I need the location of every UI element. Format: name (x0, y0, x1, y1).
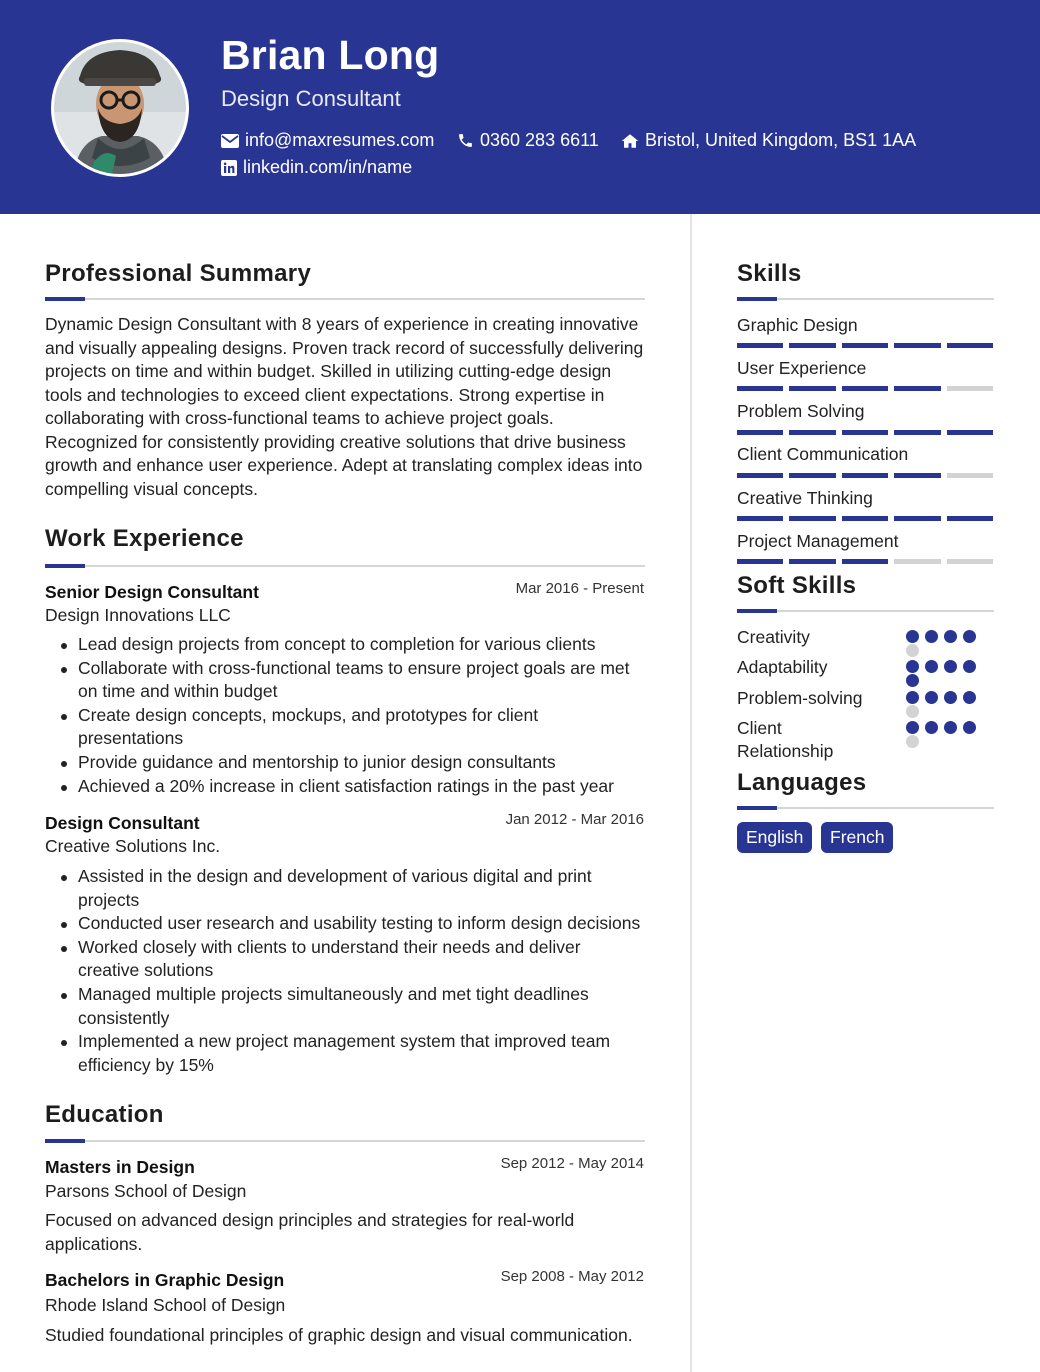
skill-segment (894, 343, 940, 348)
job-title: Senior Design Consultant (45, 582, 259, 602)
list-item: Conducted user research and usability testing to inform design decisions (56, 912, 641, 936)
candidate-title: Design Consultant (221, 86, 401, 111)
list-item: Managed multiple projects simultaneously and met tight deadlines consistently (56, 983, 641, 1030)
experience-rule (45, 565, 645, 567)
rating-dot (963, 660, 976, 673)
profile-photo (51, 39, 189, 177)
soft-skills-heading: Soft Skills (737, 572, 857, 599)
job-dates: Jan 2012 - Mar 2016 (505, 811, 644, 828)
rating-dot (963, 630, 976, 643)
list-item: Worked closely with clients to understand their needs and deliver creative solutions (56, 936, 641, 983)
home-icon (621, 133, 639, 149)
skill-segment (947, 516, 993, 521)
soft-skill-name: Client Relationship (737, 718, 834, 761)
summary-rule (45, 298, 645, 300)
skill-segment (737, 473, 783, 478)
skill-segment (947, 386, 993, 391)
degree-title: Masters in Design (45, 1157, 195, 1177)
education-heading: Education (45, 1101, 164, 1128)
skill-segment (842, 473, 888, 478)
skill-level-bar (737, 473, 993, 478)
skill-segment (947, 430, 993, 435)
skill-segment (894, 430, 940, 435)
skill-segment (737, 516, 783, 521)
skill-segment (894, 473, 940, 478)
linkedin-contact[interactable] (221, 157, 412, 178)
envelope-icon (221, 134, 239, 148)
skill-segment (789, 386, 835, 391)
skill-level-bar (737, 516, 993, 521)
skill-segment (842, 516, 888, 521)
job-title: Design Consultant (45, 813, 200, 833)
skill-segment (789, 473, 835, 478)
skill-segment (947, 559, 993, 564)
languages-heading: Languages (737, 769, 867, 796)
list-item: Achieved a 20% increase in client satisfaction ratings in the past year (56, 775, 641, 799)
email-contact[interactable] (221, 130, 434, 151)
rating-dot (963, 721, 976, 734)
linkedin-text: linkedin.com/in/name (243, 157, 413, 177)
list-item: Provide guidance and mentorship to junior design consultants (56, 751, 641, 775)
rating-dot (944, 630, 957, 643)
skill-segment (842, 343, 888, 348)
skills-heading: Skills (737, 260, 802, 287)
skill-name: Project Management (737, 531, 899, 551)
skill-segment (947, 343, 993, 348)
experience-heading: Work Experience (45, 525, 244, 552)
soft-skill-name: Adaptability (737, 657, 828, 677)
list-item: Create design concepts, mockups, and prototypes for client presentations (56, 704, 641, 751)
list-item: Collaborate with cross-functional teams to ensure project goals are met on time and within budget (56, 657, 641, 704)
summary-heading: Professional Summary (45, 260, 312, 287)
skill-name: Graphic Design (737, 315, 858, 335)
skill-segment (737, 430, 783, 435)
soft-skill-name: Creativity (737, 627, 810, 647)
degree-title: Bachelors in Graphic Design (45, 1270, 285, 1290)
phone-icon (457, 132, 474, 149)
skill-segment (737, 559, 783, 564)
skill-name: Client Communication (737, 444, 909, 464)
skill-segment (842, 430, 888, 435)
job-dates: Mar 2016 - Present (515, 580, 644, 597)
rating-dot (906, 630, 919, 643)
rating-dot (906, 644, 919, 657)
summary-text: Dynamic Design Consultant with 8 years of experience in creating innovative and visually appealing designs. Proven track record of successfully delivering projects on time and within budget. Skilled in utilizing cutting-edge design tools and technologies to exceed client expectations. Strong expertise in collaborating with cross-functional teams to achieve project goals. Recognized for consistently providing creative solutions that drive business growth and enhance user experience. Adept at translating complex ideas into compelling visual concepts. (45, 314, 644, 499)
skill-segment (737, 386, 783, 391)
languages-rule (737, 807, 994, 809)
rating-dot (906, 705, 919, 718)
skill-level-bar (737, 386, 993, 391)
skill-segment (894, 386, 940, 391)
person-portrait-icon (54, 42, 186, 174)
job-bullets (56, 633, 641, 798)
skill-level-bar (737, 559, 993, 564)
list-item: Lead design projects from concept to completion for various clients (56, 633, 641, 657)
rating-dot (944, 721, 957, 734)
rating-dot (925, 660, 938, 673)
list-item: Assisted in the design and development of various digital and print projects (56, 865, 641, 912)
job-company: Creative Solutions Inc. (45, 836, 221, 856)
degree-dates: Sep 2008 - May 2012 (500, 1268, 644, 1285)
resume-header (0, 0, 1040, 214)
phone-text: 0360 283 6611 (480, 130, 599, 150)
rating-dot (906, 721, 919, 734)
rating-dot (925, 691, 938, 704)
skill-segment (737, 343, 783, 348)
list-item: Implemented a new project management system that improved team efficiency by 15% (56, 1030, 641, 1077)
rating-dot (906, 691, 919, 704)
skill-segment (842, 559, 888, 564)
rating-dot (906, 660, 919, 673)
school-name: Rhode Island School of Design (45, 1295, 286, 1315)
phone-contact[interactable] (457, 130, 599, 151)
rating-dot (925, 630, 938, 643)
rating-dot (944, 691, 957, 704)
email-text: info@maxresumes.com (245, 130, 435, 150)
skill-name: Creative Thinking (737, 488, 873, 508)
skill-segment (789, 559, 835, 564)
skill-level-bar (737, 343, 993, 348)
language-badge: English (737, 822, 812, 853)
rating-dot (963, 691, 976, 704)
degree-description: Focused on advanced design principles and strategies for real-world applications. (45, 1210, 575, 1254)
skill-segment (789, 430, 835, 435)
degree-description: Studied foundational principles of graphic design and visual communication. (45, 1325, 633, 1345)
rating-dot (925, 721, 938, 734)
column-divider (690, 214, 692, 1372)
rating-dot (944, 660, 957, 673)
skills-rule (737, 298, 994, 300)
skill-segment (789, 343, 835, 348)
language-badge: French (821, 822, 893, 853)
school-name: Parsons School of Design (45, 1181, 247, 1201)
soft-skills-rule (737, 610, 994, 612)
skill-segment (947, 473, 993, 478)
skill-segment (842, 386, 888, 391)
skill-level-bar (737, 430, 993, 435)
skill-name: Problem Solving (737, 401, 865, 421)
skill-segment (789, 516, 835, 521)
degree-dates: Sep 2012 - May 2014 (500, 1155, 644, 1172)
skill-name: User Experience (737, 358, 867, 378)
candidate-name: Brian Long (221, 32, 440, 78)
location-contact (621, 130, 916, 151)
job-bullets (56, 865, 641, 1077)
job-company: Design Innovations LLC (45, 605, 231, 625)
linkedin-icon (221, 160, 237, 176)
rating-dot (906, 735, 919, 748)
soft-skill-name: Problem-solving (737, 688, 863, 708)
skill-segment (894, 516, 940, 521)
education-rule (45, 1140, 645, 1142)
location-text: Bristol, United Kingdom, BS1 1AA (645, 130, 917, 150)
rating-dot (906, 674, 919, 687)
skill-segment (894, 559, 940, 564)
